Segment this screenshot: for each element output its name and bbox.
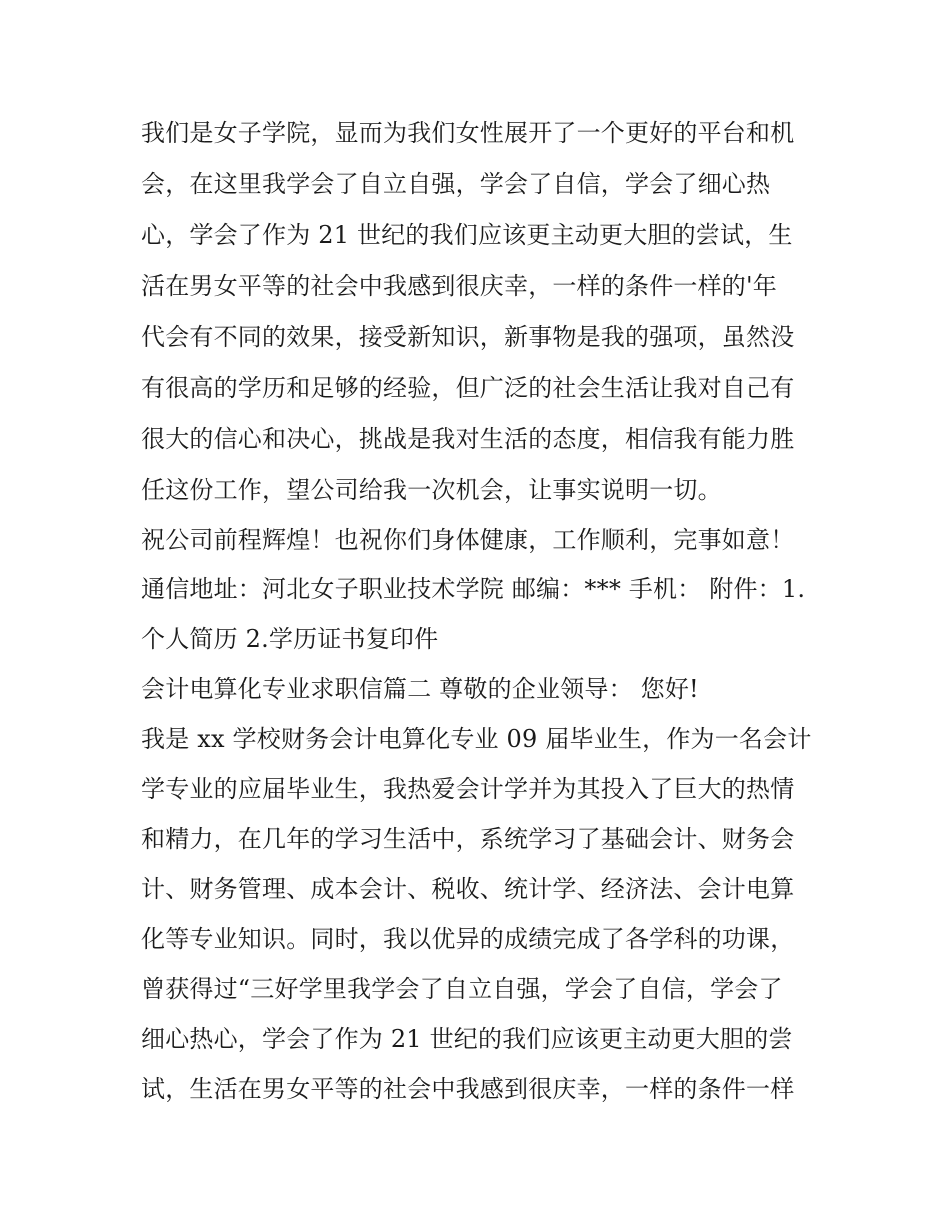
paragraph-section-heading bbox=[141, 664, 821, 714]
text-line: 会计电算化专业求职信篇二 尊敬的企业领导： 您好! bbox=[141, 675, 699, 703]
text-line: 曾获得过“三好学里我学会了自立自强，学会了自信，学会了 bbox=[141, 975, 783, 1003]
paragraph-closing-wishes bbox=[141, 516, 821, 564]
text-line: 和精力，在几年的学习生活中，系统学习了基础会计、财务会 bbox=[141, 825, 795, 853]
text-line: 祝公司前程辉煌！也祝你们身体健康，工作顺利，完事如意！ bbox=[141, 526, 795, 554]
text-line: 任这份工作，望公司给我一次机会，让事实说明一切。 bbox=[141, 476, 722, 504]
text-line: 会，在这里我学会了自立自强，学会了自信，学会了细心热 bbox=[141, 170, 771, 198]
text-line: 个人简历 2.学历证书复印件 bbox=[141, 625, 439, 653]
text-line: 我是 xx 学校财务会计电算化专业 09 届毕业生，作为一名会计 bbox=[141, 725, 812, 753]
document-body bbox=[141, 108, 821, 1114]
text-line: 通信地址：河北女子职业技术学院 邮编：*** 手机： 附件：1. bbox=[141, 575, 806, 603]
text-line: 学专业的应届毕业生，我热爱会计学并为其投入了巨大的热情 bbox=[141, 775, 795, 803]
text-line: 代会有不同的效果，接受新知识，新事物是我的强项，虽然没 bbox=[141, 323, 795, 351]
text-line: 很大的信心和决心，挑战是我对生活的态度，相信我有能力胜 bbox=[141, 425, 795, 453]
text-line: 活在男女平等的社会中我感到很庆幸，一样的条件一样的'年 bbox=[141, 272, 777, 300]
text-line: 有很高的学历和足够的经验，但广泛的社会生活让我对自己有 bbox=[141, 374, 795, 402]
paragraph-contact-info bbox=[141, 564, 821, 664]
text-line: 计、财务管理、成本会计、税收、统计学、经济法、会计电算 bbox=[141, 875, 795, 903]
paragraph-second-letter bbox=[141, 714, 821, 1114]
text-line: 我们是女子学院，显而为我们女性展开了一个更好的平台和机 bbox=[141, 119, 795, 147]
text-line: 心，学会了作为 21 世纪的我们应该更主动更大胆的尝试，生 bbox=[141, 221, 793, 249]
paragraph-self-introduction bbox=[141, 108, 821, 516]
text-line: 试，生活在男女平等的社会中我感到很庆幸，一样的条件一样 bbox=[141, 1075, 795, 1103]
text-line: 细心热心，学会了作为 21 世纪的我们应该更主动更大胆的尝 bbox=[141, 1025, 793, 1053]
text-line: 化等专业知识。同时，我以优异的成绩完成了各学科的功课， bbox=[141, 925, 795, 953]
